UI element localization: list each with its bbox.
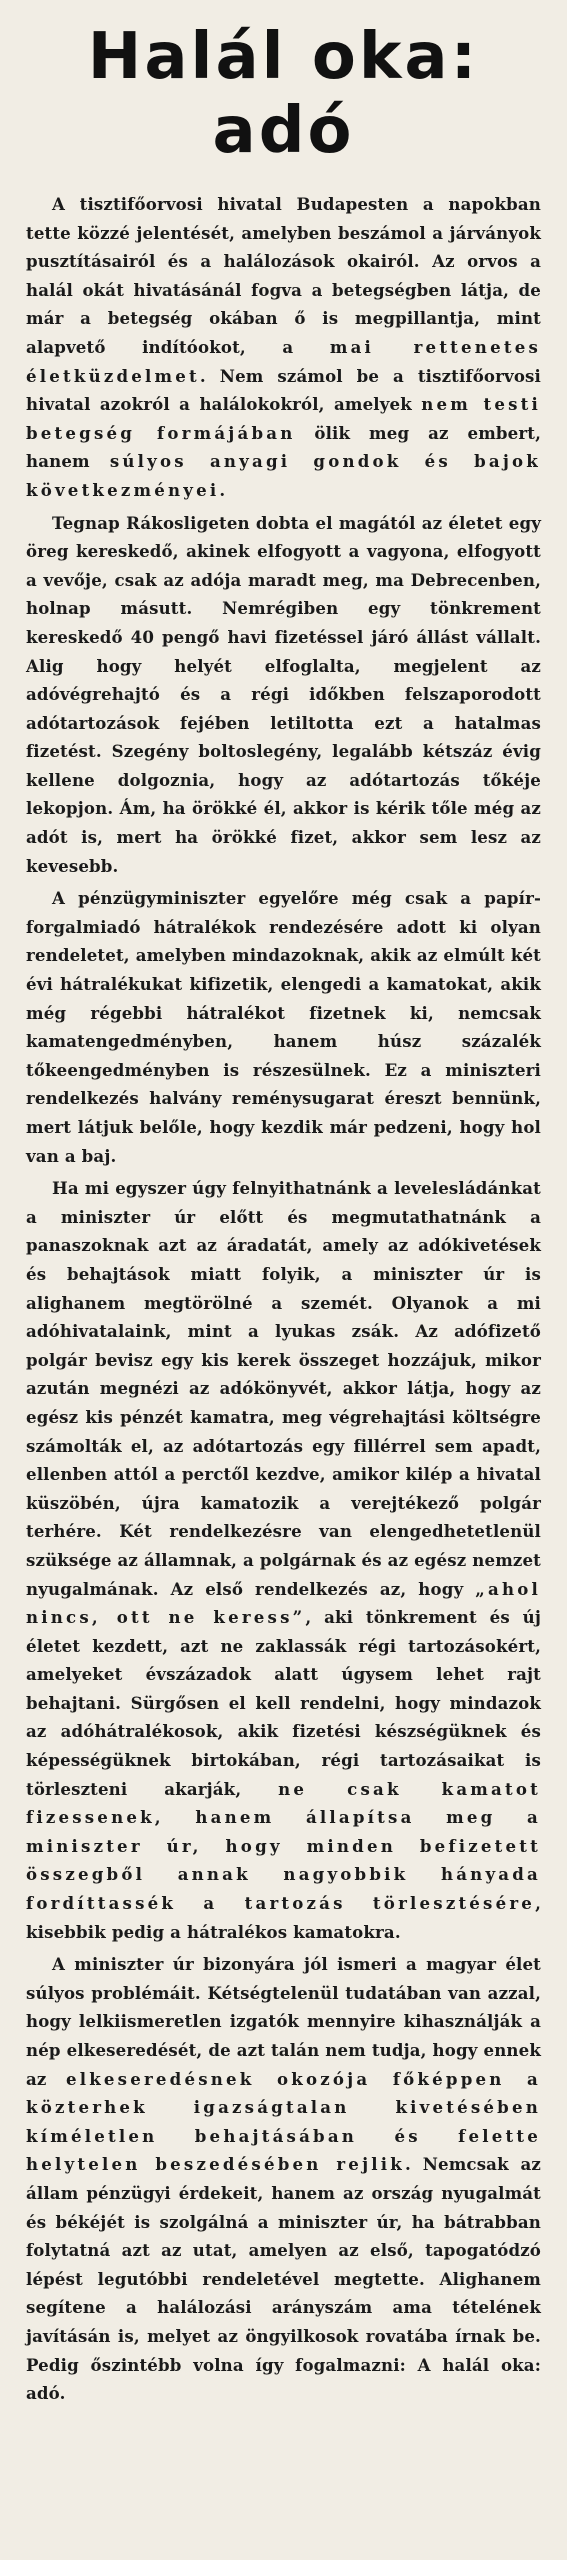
emphasized-text: súlyos anyagi gondok és bajok következményei	[26, 451, 541, 500]
emphasized-text: nem testi betegség formájában	[26, 394, 541, 443]
paragraph-text: , kisebbik pedig a hátralékos kamatokra.	[26, 1893, 541, 1942]
headline-line-1: Halál oka:	[87, 20, 480, 94]
headline-line-2: adó	[212, 94, 355, 168]
paragraph-text: . Nemcsak az állam pénzügyi érdekeit, hanem az ország nyugalmát és békéjét is szolgálná a miniszter úr, ha bátrabban folytatná azt az utat, amelyen az első, tapogatódzó lépést legutóbbi rendeletével megtette. Alighanem segítene a halálozási arányszám ama tételének javításán is, melyet az öngyilkosok rovatába írnak be. Pedig őszintébb volna így fogalmazni: A halál oka: adó.	[26, 2154, 541, 2404]
paragraph-text: . Nem számol be a tisztifőorvosi hivatal azokról a halálokokról, amelyek	[26, 365, 541, 415]
paragraph-text: A tisztifőorvosi hivatal Budapesten a napokban tette közzé jelentését, amelyben beszámol a járványok pusztításairól és a halálozások okairól. Az orvos a halál okát hivatásánál fogva a betegségben látja, de már a betegség okában ő is megpillantja, mint alapvető indítóokot, a	[26, 194, 541, 357]
paragraph-text: Tegnap Rákosligeten dobta el magától az életet egy öreg kereskedő, akinek elfogyott a vagyona, elfogyott a vevője, csak az adója maradt meg, ma Debrecenben, holnap másutt. Nemrégiben egy tönkrement kereskedő 40 pengő havi fizetéssel járó állást vállalt. Alig hogy helyét elfoglalta, megjelent az adóvégrehajtó és a régi időkben felszaporodott adótartozások fejében letiltotta ezt a hatalmas fizetést. Szegény boltoslegény, legalább kétszáz évig kellene dolgoznia, hogy az adótartozás tőkéje lekopjon. Ám, ha örökké él, akkor is kérik tőle még az adót is, mert ha örökké fizet, akkor sem lesz az kevesebb.	[26, 512, 541, 876]
emphasized-text: ne csak kamatot fizessenek, hanem állapítsa meg a miniszter úr, hogy minden befizetett összegből annak nagyobbik hányada fordíttassék a tartozás törlesztésére	[26, 1778, 541, 1914]
paragraph-text: ölik meg az embert, hanem	[26, 422, 542, 472]
paragraph-text: , aki tönkrement és új életet kezdett, azt ne zaklassák régi tartozásokért, amelyeket évszázadok alatt úgysem lehet rajt behajtani. Sürgősen el kell rendelni, hogy mindazok az adóhátralékosok, akik fizetési készségüknek és képességüknek birtokában, régi tartozásaikat is törleszteni akarják,	[26, 1607, 541, 1799]
article-paragraph	[26, 884, 541, 1170]
headline	[26, 20, 541, 168]
emphasized-text: elkeseredésnek okozója főképpen a közterhek igazságtalan kivetésében kíméletlen behajtásában és felette helytelen beszedésében rejlik	[26, 2068, 541, 2175]
emphasized-text: „ahol nincs, ott ne keress”	[26, 1578, 541, 1628]
article-paragraph	[26, 1950, 541, 2408]
paragraph-text: Ha mi egyszer úgy felnyithatnánk a levelesládánkat a miniszter úr előtt és megmutathatnánk a panaszoknak azt az áradatát, amely az adókivetések és behajtások miatt folyik, a miniszter úr is alighanem megtörölné a szemét. Olyanok a mi adóhivatalaink, mint a lyukas zsák. Az adófizető polgár bevisz egy kis kerek összeget hozzájuk, mikor azután megnézi az adókönyvét, akkor látja, hogy az egész kis pénzét kamatra, meg végrehajtási költségre számolták el, az adótartozás egy fillérrel sem apadt, ellenben attól a perctől kezdve, amikor kilép a hivatal küszöbén, újra kamatozik a verejtékező polgár terhére. Két rendelkezésre van elengedhetetlenül szüksége az államnak, a polgárnak és az egész nemzet nyugalmának. Az első rendelkezés az, hogy	[26, 1178, 541, 1599]
article-paragraph	[26, 190, 541, 505]
article-paragraph	[26, 509, 541, 881]
article-paragraph	[26, 1174, 541, 1946]
paragraph-text: A miniszter úr bizonyára jól ismeri a magyar élet súlyos problémáit. Kétségtelenül tudatában van azzal, hogy lelkiismeretlen izgatók mennyire kihasználják a nép elkeseredését, de azt talán nem tudja, hogy ennek az	[26, 1954, 541, 2089]
paragraph-text: .	[219, 479, 226, 500]
article-body	[26, 190, 541, 2408]
emphasized-text: mai rettenetes életküzdelmet	[26, 336, 541, 386]
paragraph-text: A pénzügyminiszter egyelőre még csak a papír-forgalmiadó hátralékok rendezésére adott ki olyan rendeletet, amelyben mindazoknak, akik az elmúlt két évi hátralékukat kifizetik, elengedi a kamatokat, akik még régebbi hátralékot fizetnek ki, nemcsak kamatengedményben, hanem húsz százalék tőkeengedményben is részesülnek. Ez a miniszteri rendelkezés halvány reménysugarat éreszt bennünk, mert látjuk belőle, hogy kezdik már pedzeni, hogy hol van a baj.	[26, 888, 541, 1166]
